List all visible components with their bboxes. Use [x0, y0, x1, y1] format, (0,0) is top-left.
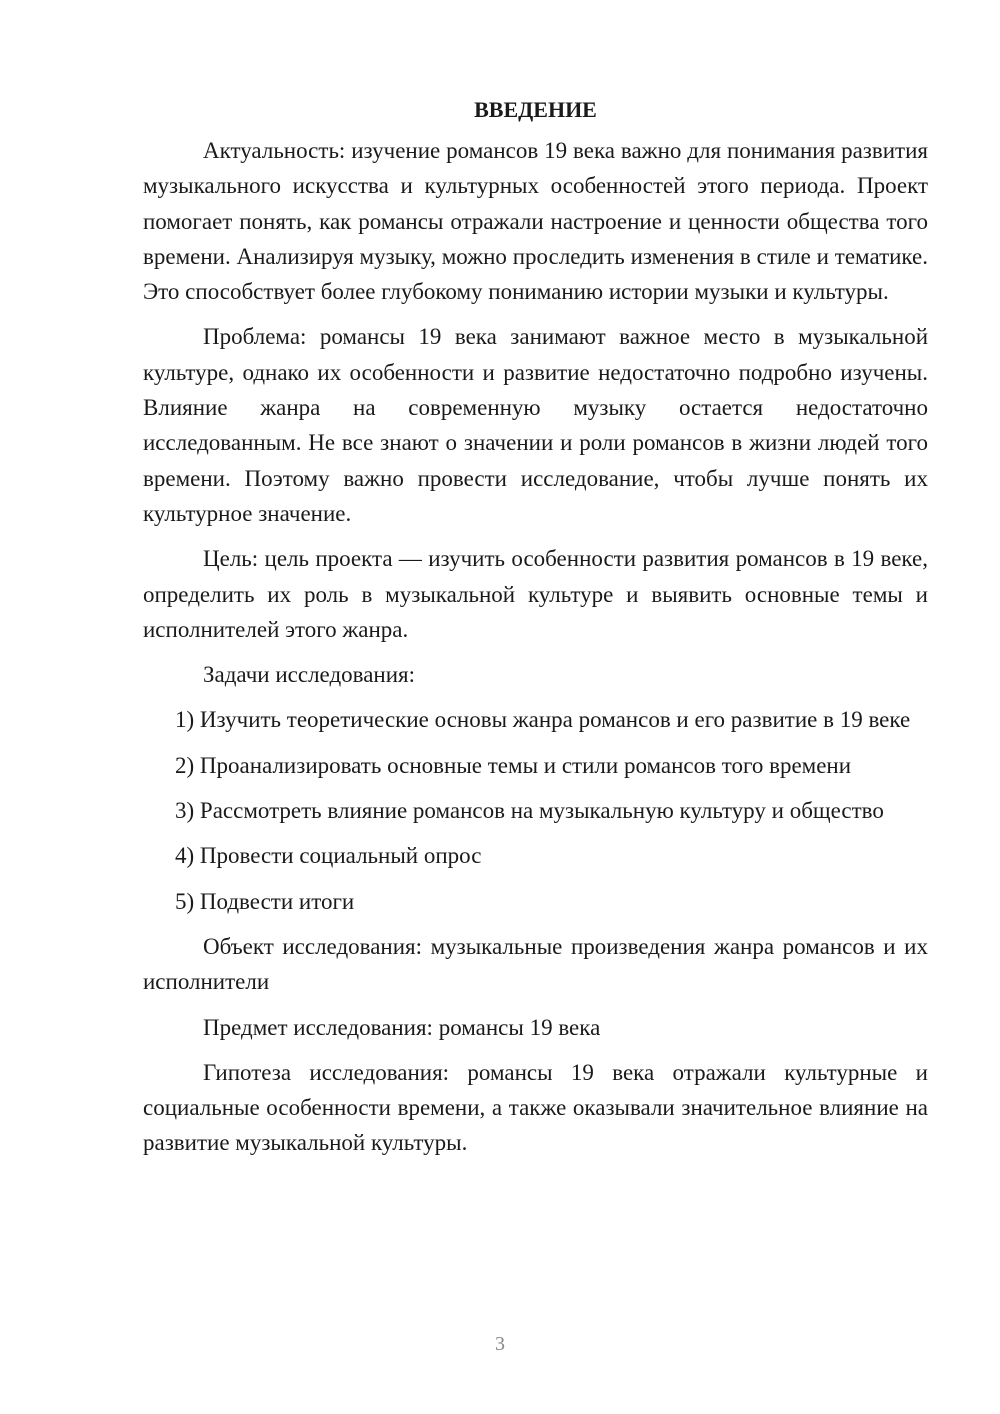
document-page: [143, 92, 928, 1161]
task-item-5: 5) Подвести итоги: [175, 888, 355, 914]
problem-paragraph: Проблема: романсы 19 века занимают важное место в музыкальной культуре, однако их особенности и развитие недостаточно подробно изучены. Влияние жанра на современную музыку остается недостаточно исследованным. Не все знают о значении и роли романсов в жизни людей того времени. Поэтому важно провести исследование, чтобы лучше понять их культурное значение.: [143, 324, 928, 526]
subject-paragraph: Предмет исследования: романсы 19 века: [203, 1014, 601, 1040]
object-paragraph: Объект исследования: музыкальные произведения жанра романсов и их исполнители: [143, 933, 928, 995]
relevance-paragraph: Актуальность: изучение романсов 19 века важно для понимания развития музыкального искусства и культурных особенностей этого периода. Проект помогает понять, как романсы отражали настроение и ценности общества того времени. Анализируя музыку, можно проследить изменения в стиле и тематике. Это способствует более глубокому пониманию истории музыки и культуры.: [143, 138, 928, 305]
tasks-heading: Задачи исследования:: [203, 662, 416, 688]
task-item-3: 3) Рассмотреть влияние романсов на музыкальную культуру и общество: [175, 798, 884, 824]
task-item-1: 1) Изучить теоретические основы жанра романсов и его развитие в 19 веке: [175, 707, 911, 733]
task-item-4: 4) Провести социальный опрос: [175, 843, 482, 869]
task-item-2: 2) Проанализировать основные темы и стили романсов того времени: [175, 752, 852, 778]
goal-paragraph: Цель: цель проекта — изучить особенности развития романсов в 19 веке, определить их роль в музыкальной культуре и выявить основные темы и исполнителей этого жанра.: [143, 546, 928, 642]
page-number: 3: [495, 1333, 505, 1355]
page-title: ВВЕДЕНИЕ: [474, 97, 597, 122]
hypothesis-paragraph: Гипотеза исследования: романсы 19 века отражали культурные и социальные особенности времени, а также оказывали значительное влияние на развитие музыкальной культуры.: [143, 1059, 928, 1156]
